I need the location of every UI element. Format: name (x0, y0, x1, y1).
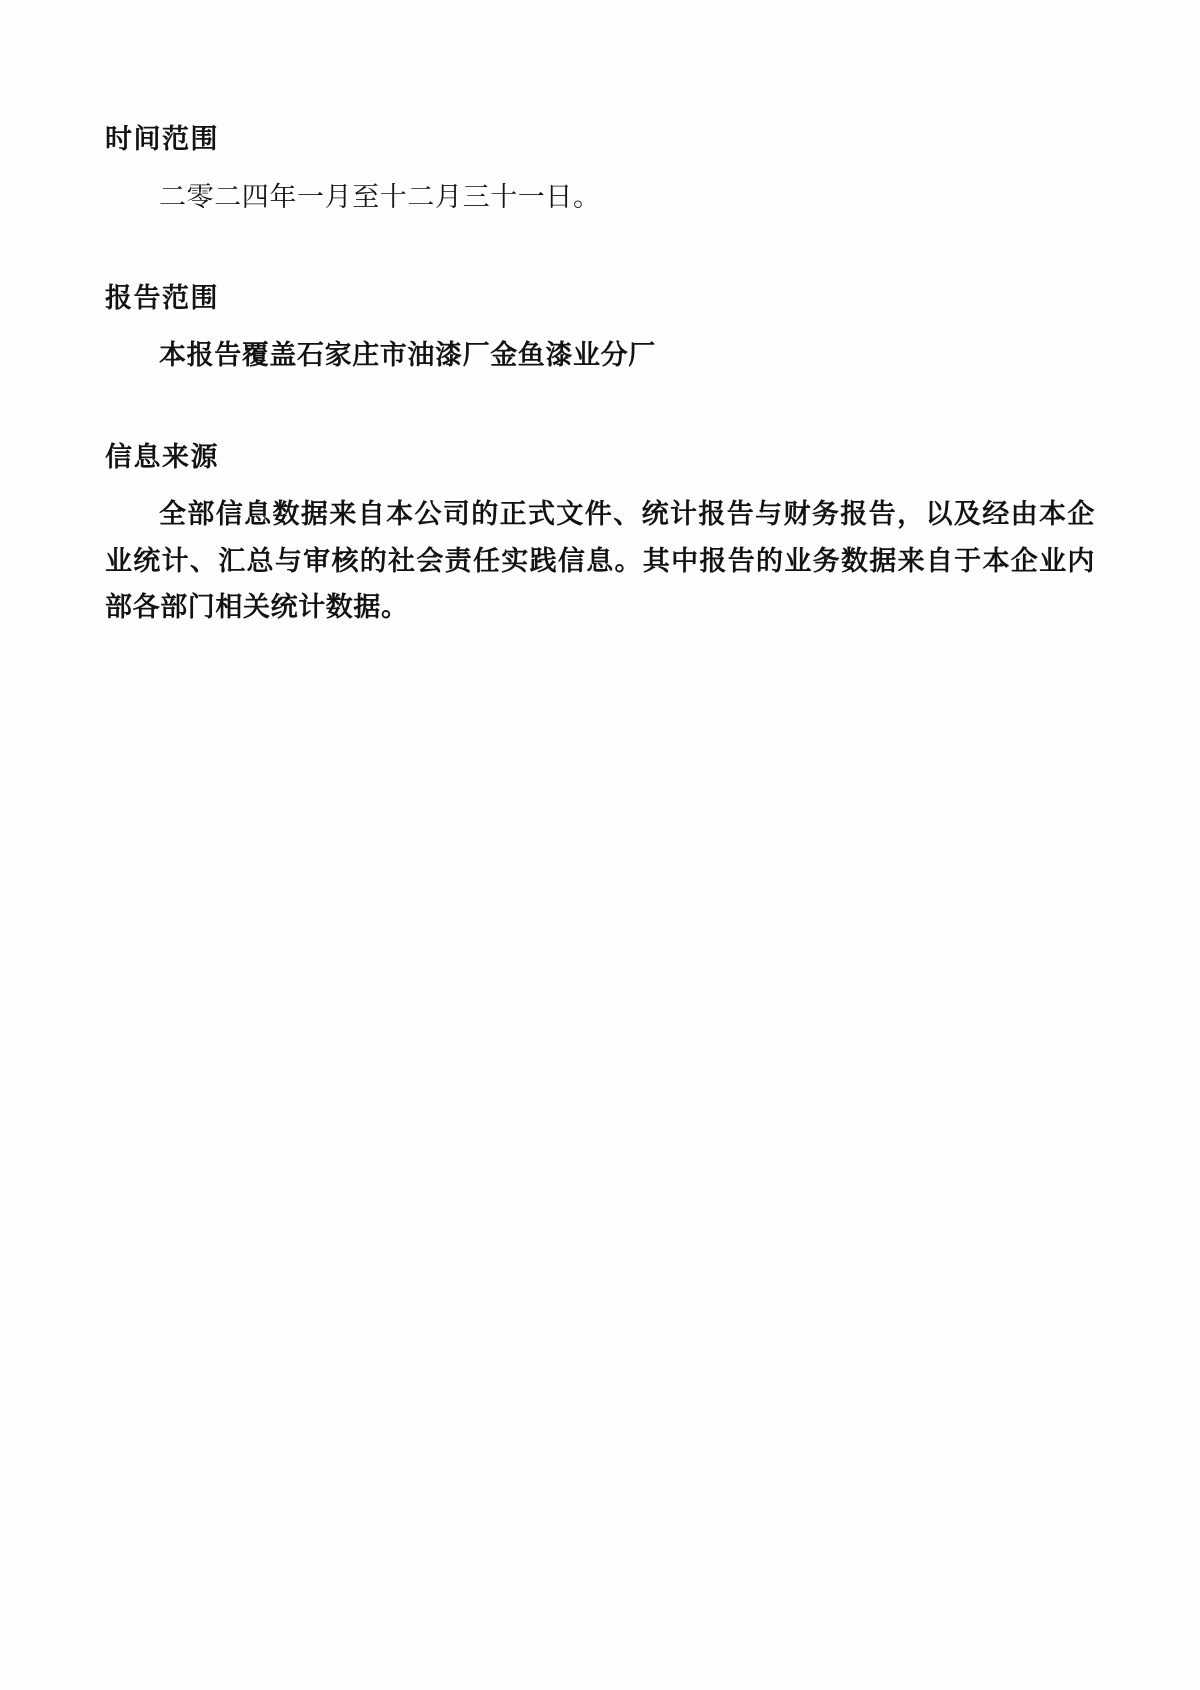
section-report-scope (105, 279, 1095, 380)
section-time-range (105, 120, 1095, 221)
section-heading-time-range: 时间范围 (105, 124, 219, 155)
section-heading-information-source: 信息来源 (105, 441, 219, 473)
section-body-time-range: 二零二四年一月至十二月三十一日。 (159, 181, 601, 213)
section-body-report-scope: 本报告覆盖石家庄市油漆厂金鱼漆业分厂 (159, 340, 656, 372)
section-information-source (105, 438, 1095, 632)
section-heading-report-scope: 报告范围 (105, 282, 219, 314)
section-body-information-source: 全部信息数据来自本公司的正式文件、统计报告与财务报告，以及经由本企业统计、汇总与审核的社会责任实践信息。其中报告的业务数据来自于本企业内部各部门相关统计数据。 (105, 499, 1095, 624)
